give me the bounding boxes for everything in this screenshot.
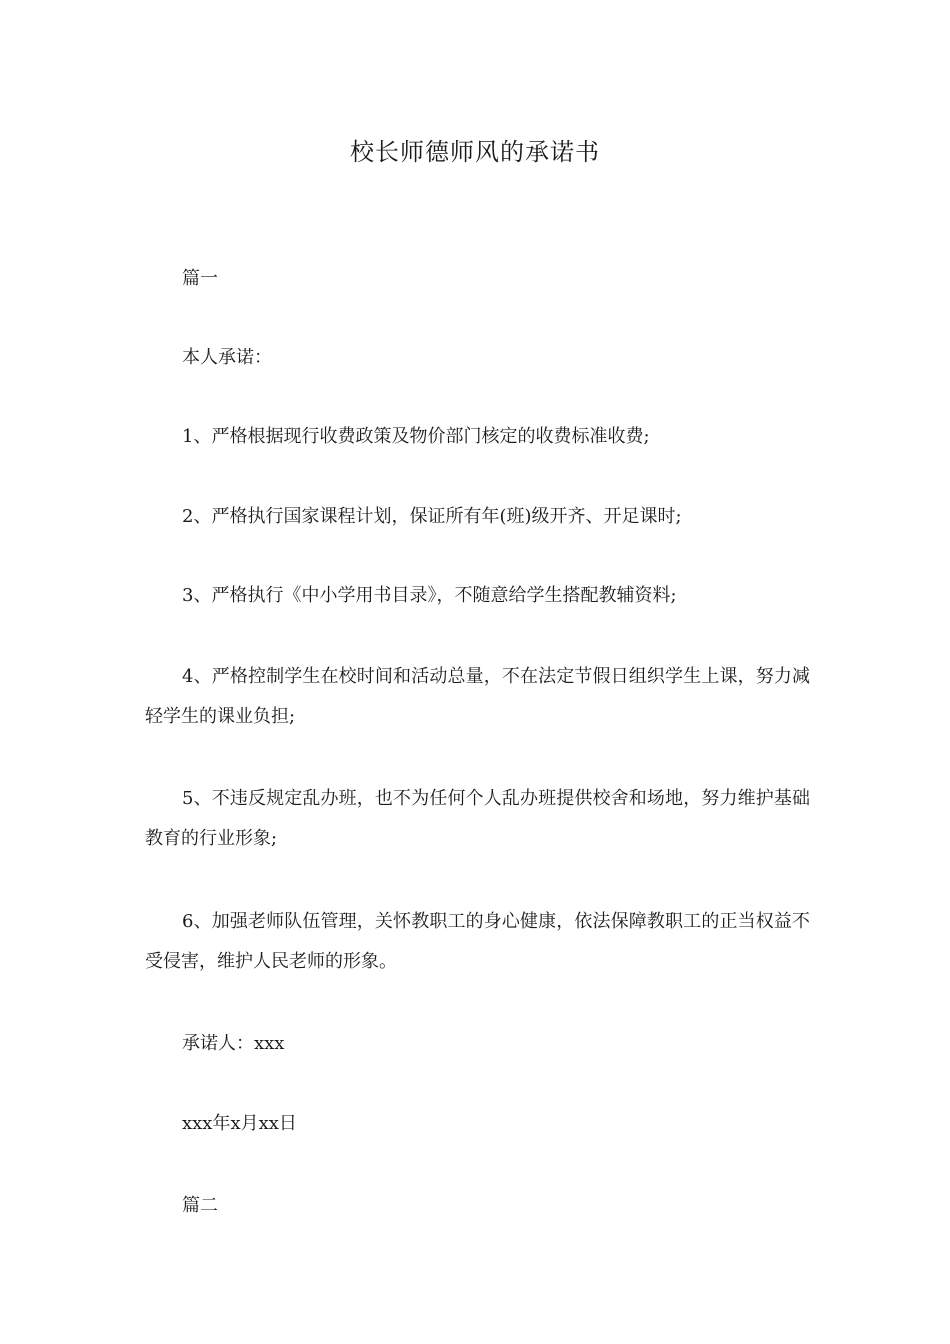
paragraph-item-4: 4、严格控制学生在校时间和活动总量，不在法定节假日组织学生上课，努力减轻学生的课业负担; (145, 666, 810, 727)
paragraph-item-3: 3、严格执行《中小学用书目录》，不随意给学生搭配教辅资料; (182, 585, 677, 606)
paragraph-intro: 本人承诺： (182, 347, 272, 368)
paragraph-item-6: 6、加强老师队伍管理，关怀教职工的身心健康，依法保障教职工的正当权益不受侵害，维护人民老师的形象。 (145, 911, 810, 972)
paragraph-item-5: 5、不违反规定乱办班，也不为任何个人乱办班提供校舍和场地，努力维护基础教育的行业形象; (145, 788, 810, 849)
date-line: xxx年x月xx日 (182, 1113, 297, 1134)
section-heading-2: 篇二 (182, 1195, 218, 1216)
document-title: 校长师德师风的承诺书 (350, 138, 600, 166)
paragraph-item-2: 2、严格执行国家课程计划，保证所有年(班)级开齐、开足课时; (182, 506, 682, 527)
paragraph-item-1: 1、严格根据现行收费政策及物价部门核定的收费标准收费; (182, 426, 650, 447)
section-heading-1: 篇一 (182, 268, 218, 289)
signature-line: 承诺人：xxx (182, 1033, 285, 1054)
